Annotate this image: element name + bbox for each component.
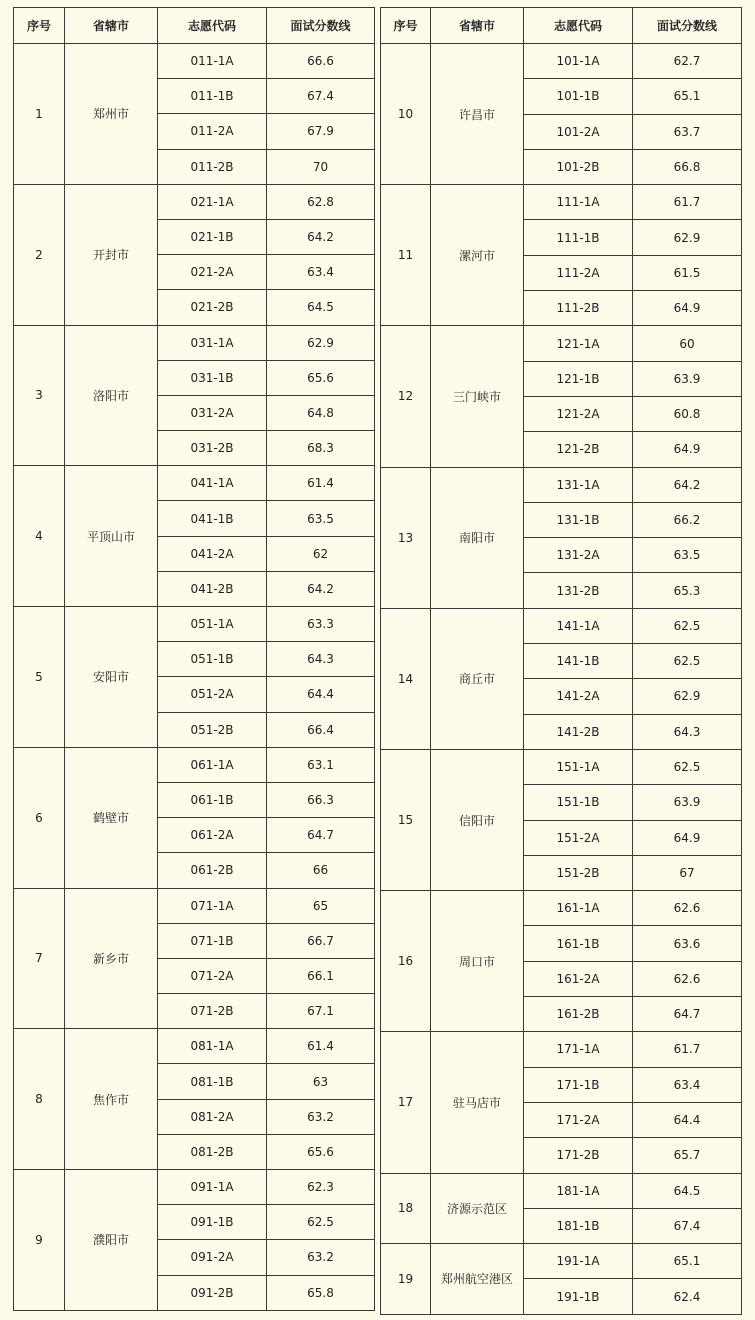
choice-code: 051-1A [158, 607, 267, 642]
interview-score: 63.9 [633, 785, 742, 820]
choice-code: 151-1B [524, 785, 633, 820]
interview-score: 62.5 [633, 749, 742, 784]
interview-score: 63.4 [267, 255, 375, 290]
interview-score: 66.6 [267, 44, 375, 79]
city-name: 许昌市 [431, 44, 524, 185]
interview-score: 66.7 [267, 923, 375, 958]
interview-score: 64.3 [267, 642, 375, 677]
choice-code: 121-2A [524, 396, 633, 431]
interview-score: 65.7 [633, 1138, 742, 1173]
row-index: 13 [381, 467, 431, 608]
header-code: 志愿代码 [524, 8, 633, 44]
interview-score: 66 [267, 853, 375, 888]
choice-code: 041-2A [158, 536, 267, 571]
interview-score: 62.9 [267, 325, 375, 360]
interview-score: 61.4 [267, 466, 375, 501]
choice-code: 061-1A [158, 747, 267, 782]
choice-code: 191-1A [524, 1244, 633, 1279]
header-index: 序号 [14, 8, 65, 44]
header-city: 省辖市 [65, 8, 158, 44]
row-index: 10 [381, 44, 431, 185]
choice-code: 081-2B [158, 1134, 267, 1169]
row-index: 15 [381, 749, 431, 890]
table-row [381, 1173, 742, 1208]
interview-score: 68.3 [267, 431, 375, 466]
interview-score: 62.7 [633, 44, 742, 79]
row-index: 11 [381, 185, 431, 326]
city-name: 濮阳市 [65, 1170, 158, 1311]
interview-score: 61.5 [633, 255, 742, 290]
choice-code: 131-2A [524, 538, 633, 573]
interview-score: 70 [267, 149, 375, 184]
choice-code: 181-1B [524, 1208, 633, 1243]
row-index: 12 [381, 326, 431, 467]
table-body-left [14, 44, 375, 1311]
table-row [14, 1029, 375, 1064]
choice-code: 151-2A [524, 820, 633, 855]
city-name: 平顶山市 [65, 466, 158, 607]
choice-code: 141-1B [524, 644, 633, 679]
interview-score: 60 [633, 326, 742, 361]
choice-code: 161-2A [524, 961, 633, 996]
header-score: 面试分数线 [633, 8, 742, 44]
interview-score: 61.7 [633, 185, 742, 220]
interview-score: 65.3 [633, 573, 742, 608]
choice-code: 131-1A [524, 467, 633, 502]
choice-code: 091-1B [158, 1205, 267, 1240]
interview-score: 64.5 [633, 1173, 742, 1208]
table-row [14, 184, 375, 219]
city-name: 洛阳市 [65, 325, 158, 466]
interview-score: 64.9 [633, 432, 742, 467]
choice-code: 151-2B [524, 855, 633, 890]
choice-code: 011-2A [158, 114, 267, 149]
row-index: 2 [14, 184, 65, 325]
row-index: 3 [14, 325, 65, 466]
choice-code: 131-2B [524, 573, 633, 608]
interview-score: 64.9 [633, 291, 742, 326]
interview-score: 65.1 [633, 79, 742, 114]
interview-score: 64.3 [633, 714, 742, 749]
choice-code: 021-2B [158, 290, 267, 325]
interview-score: 64.2 [267, 219, 375, 254]
table-row [14, 607, 375, 642]
choice-code: 141-1A [524, 608, 633, 643]
choice-code: 111-1B [524, 220, 633, 255]
choice-code: 151-1A [524, 749, 633, 784]
choice-code: 071-2B [158, 994, 267, 1029]
choice-code: 121-1A [524, 326, 633, 361]
choice-code: 051-1B [158, 642, 267, 677]
choice-code: 141-2B [524, 714, 633, 749]
interview-score: 62.6 [633, 961, 742, 996]
choice-code: 161-2B [524, 997, 633, 1032]
choice-code: 161-1B [524, 926, 633, 961]
city-name: 济源示范区 [431, 1173, 524, 1244]
choice-code: 121-2B [524, 432, 633, 467]
interview-score: 65.1 [633, 1244, 742, 1279]
row-index: 8 [14, 1029, 65, 1170]
header-city: 省辖市 [431, 8, 524, 44]
interview-score: 67.1 [267, 994, 375, 1029]
table-row [381, 891, 742, 926]
interview-score: 66.8 [633, 149, 742, 184]
interview-score: 64.7 [633, 997, 742, 1032]
city-name: 郑州航空港区 [431, 1244, 524, 1315]
choice-code: 041-1B [158, 501, 267, 536]
row-index: 1 [14, 44, 65, 185]
city-name: 鹤壁市 [65, 747, 158, 888]
choice-code: 081-1B [158, 1064, 267, 1099]
choice-code: 071-2A [158, 958, 267, 993]
choice-code: 171-2B [524, 1138, 633, 1173]
choice-code: 081-2A [158, 1099, 267, 1134]
choice-code: 081-1A [158, 1029, 267, 1064]
choice-code: 181-1A [524, 1173, 633, 1208]
interview-score: 64.8 [267, 395, 375, 430]
header-row [14, 8, 375, 44]
interview-score: 63 [267, 1064, 375, 1099]
interview-score: 64.2 [267, 571, 375, 606]
interview-score: 64.7 [267, 818, 375, 853]
interview-score: 62.6 [633, 891, 742, 926]
city-name: 驻马店市 [431, 1032, 524, 1173]
interview-score: 62.5 [633, 608, 742, 643]
table-row [14, 325, 375, 360]
city-name: 开封市 [65, 184, 158, 325]
table-row [381, 608, 742, 643]
choice-code: 061-1B [158, 782, 267, 817]
choice-code: 041-2B [158, 571, 267, 606]
interview-score: 63.2 [267, 1240, 375, 1275]
choice-code: 051-2A [158, 677, 267, 712]
choice-code: 141-2A [524, 679, 633, 714]
city-name: 郑州市 [65, 44, 158, 185]
row-index: 16 [381, 891, 431, 1032]
city-name: 漯河市 [431, 185, 524, 326]
row-index: 17 [381, 1032, 431, 1173]
interview-score: 64.2 [633, 467, 742, 502]
choice-code: 031-2B [158, 431, 267, 466]
row-index: 5 [14, 607, 65, 748]
interview-score: 67 [633, 855, 742, 890]
interview-score: 63.4 [633, 1067, 742, 1102]
header-code: 志愿代码 [158, 8, 267, 44]
interview-score: 63.5 [267, 501, 375, 536]
interview-score: 65.8 [267, 1275, 375, 1310]
interview-score: 62.4 [633, 1279, 742, 1314]
table-row [14, 466, 375, 501]
city-name: 焦作市 [65, 1029, 158, 1170]
city-name: 信阳市 [431, 749, 524, 890]
choice-code: 071-1B [158, 923, 267, 958]
table-row [14, 1170, 375, 1205]
choice-code: 101-2A [524, 114, 633, 149]
choice-code: 091-2B [158, 1275, 267, 1310]
table-row [14, 44, 375, 79]
header-row [381, 8, 742, 44]
choice-code: 131-1B [524, 502, 633, 537]
table-row [14, 747, 375, 782]
interview-score: 66.3 [267, 782, 375, 817]
choice-code: 031-1A [158, 325, 267, 360]
choice-code: 031-2A [158, 395, 267, 430]
choice-code: 051-2B [158, 712, 267, 747]
table-row [381, 326, 742, 361]
score-table-right [380, 7, 742, 1315]
city-name: 周口市 [431, 891, 524, 1032]
table-row [381, 44, 742, 79]
choice-code: 101-2B [524, 149, 633, 184]
choice-code: 021-1B [158, 219, 267, 254]
interview-score: 63.5 [633, 538, 742, 573]
interview-score: 62.5 [267, 1205, 375, 1240]
row-index: 18 [381, 1173, 431, 1244]
interview-score: 60.8 [633, 396, 742, 431]
choice-code: 061-2A [158, 818, 267, 853]
interview-score: 65.6 [267, 360, 375, 395]
header-score: 面试分数线 [267, 8, 375, 44]
choice-code: 071-1A [158, 888, 267, 923]
choice-code: 101-1B [524, 79, 633, 114]
row-index: 4 [14, 466, 65, 607]
choice-code: 161-1A [524, 891, 633, 926]
choice-code: 111-2B [524, 291, 633, 326]
city-name: 新乡市 [65, 888, 158, 1029]
choice-code: 021-2A [158, 255, 267, 290]
table-body-right [381, 44, 742, 1315]
row-index: 7 [14, 888, 65, 1029]
choice-code: 171-2A [524, 1102, 633, 1137]
row-index: 9 [14, 1170, 65, 1311]
interview-score: 61.7 [633, 1032, 742, 1067]
interview-score: 67.9 [267, 114, 375, 149]
choice-code: 191-1B [524, 1279, 633, 1314]
city-name: 安阳市 [65, 607, 158, 748]
interview-score: 62.9 [633, 679, 742, 714]
table-row [381, 185, 742, 220]
interview-score: 62.8 [267, 184, 375, 219]
score-table-left [13, 7, 375, 1311]
interview-score: 64.4 [267, 677, 375, 712]
interview-score: 66.4 [267, 712, 375, 747]
interview-score: 63.6 [633, 926, 742, 961]
table-row [381, 1244, 742, 1279]
choice-code: 101-1A [524, 44, 633, 79]
city-name: 南阳市 [431, 467, 524, 608]
interview-score: 63.9 [633, 361, 742, 396]
choice-code: 031-1B [158, 360, 267, 395]
interview-score: 64.5 [267, 290, 375, 325]
choice-code: 041-1A [158, 466, 267, 501]
table-row [14, 888, 375, 923]
interview-score: 64.9 [633, 820, 742, 855]
interview-score: 63.7 [633, 114, 742, 149]
interview-score: 63.2 [267, 1099, 375, 1134]
row-index: 19 [381, 1244, 431, 1315]
interview-score: 63.1 [267, 747, 375, 782]
interview-score: 65.6 [267, 1134, 375, 1169]
choice-code: 111-2A [524, 255, 633, 290]
choice-code: 061-2B [158, 853, 267, 888]
choice-code: 021-1A [158, 184, 267, 219]
choice-code: 011-1B [158, 79, 267, 114]
choice-code: 091-1A [158, 1170, 267, 1205]
interview-score: 67.4 [633, 1208, 742, 1243]
city-name: 商丘市 [431, 608, 524, 749]
choice-code: 011-2B [158, 149, 267, 184]
header-index: 序号 [381, 8, 431, 44]
interview-score: 66.1 [267, 958, 375, 993]
table-row [381, 1032, 742, 1067]
interview-score: 67.4 [267, 79, 375, 114]
choice-code: 111-1A [524, 185, 633, 220]
table-row [381, 749, 742, 784]
interview-score: 62.5 [633, 644, 742, 679]
interview-score: 61.4 [267, 1029, 375, 1064]
choice-code: 121-1B [524, 361, 633, 396]
interview-score: 62 [267, 536, 375, 571]
choice-code: 011-1A [158, 44, 267, 79]
choice-code: 171-1B [524, 1067, 633, 1102]
row-index: 14 [381, 608, 431, 749]
row-index: 6 [14, 747, 65, 888]
interview-score: 65 [267, 888, 375, 923]
choice-code: 171-1A [524, 1032, 633, 1067]
interview-score: 63.3 [267, 607, 375, 642]
interview-score: 62.3 [267, 1170, 375, 1205]
table-row [381, 467, 742, 502]
city-name: 三门峡市 [431, 326, 524, 467]
interview-score: 66.2 [633, 502, 742, 537]
choice-code: 091-2A [158, 1240, 267, 1275]
interview-score: 64.4 [633, 1102, 742, 1137]
interview-score: 62.9 [633, 220, 742, 255]
